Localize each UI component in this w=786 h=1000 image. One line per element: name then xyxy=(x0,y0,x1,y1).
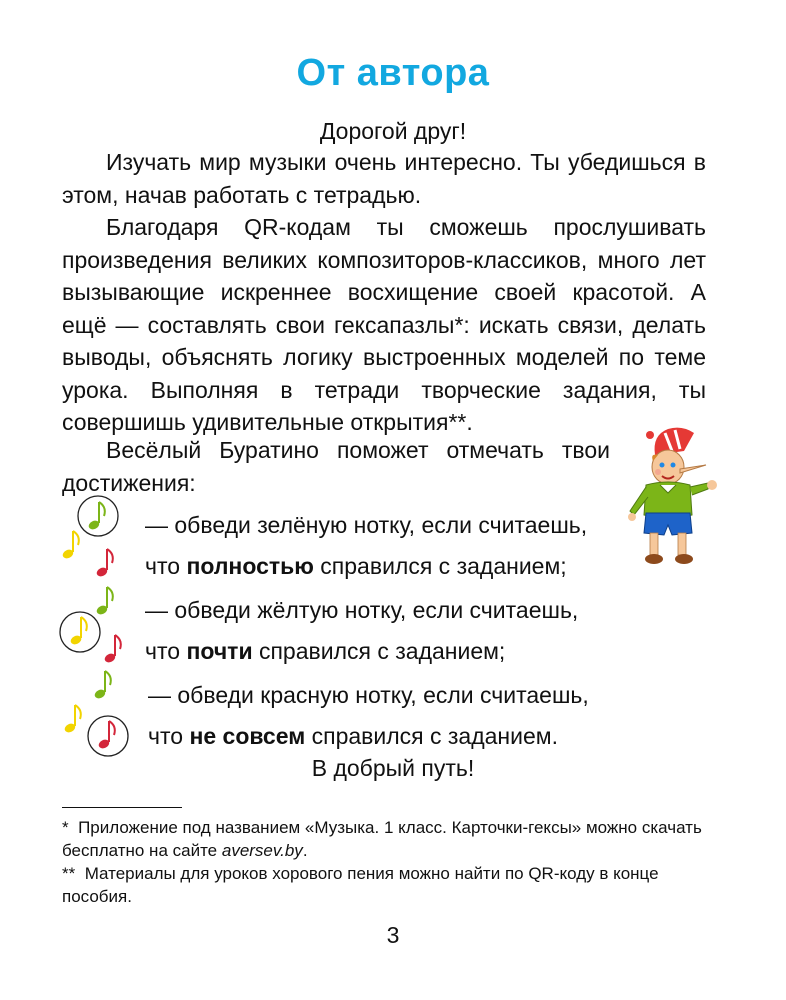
paragraph-1-text: Изучать мир музыки очень интересно. Ты убедишься в этом, начав работать с тетрадью. xyxy=(62,149,706,208)
red-note-icon xyxy=(97,721,114,750)
footnote-2 xyxy=(62,863,712,908)
notes-group-yellow xyxy=(58,580,128,670)
footnote-2-mark: ** xyxy=(62,864,76,883)
paragraph-3-line-2: достижения: xyxy=(62,469,196,496)
note-instruction-green xyxy=(145,505,587,587)
pinocchio-illustration xyxy=(620,425,720,570)
note-instruction-yellow xyxy=(145,590,578,672)
note-red-line-2 xyxy=(148,716,589,757)
note-red-suffix: справился с заданием. xyxy=(305,723,558,749)
paragraph-3-line-1: Весёлый Буратино поможет отмечать твои xyxy=(106,437,610,463)
green-note-icon xyxy=(93,671,110,700)
paragraph-2-text: Благодаря QR-кодам ты сможешь прослушивать произведения великих композиторов-классиков, много лет вызывающие искреннее восхищение своей красотой. А ещё — составлять свои гексапазлы*: искать связи, делать выводы, объяснять логику выстроенных моделей по теме урока. Выполняя в тетради творческие задания, ты совершишь удивительные открытия**. xyxy=(62,214,706,435)
note-red-prefix: что xyxy=(148,723,190,749)
note-green-line-1: — обведи зелёную нотку, если считаешь, xyxy=(145,512,588,538)
greeting: Дорогой друг! xyxy=(319,118,467,144)
footnote-2-text: Материалы для уроков хорового пения можно найти по QR-коду в конце пособия. xyxy=(62,864,659,906)
note-yellow-line-1: — обведи жёлтую нотку, если считаешь, xyxy=(145,597,579,623)
footnote-1-site: aversev.by xyxy=(221,840,303,860)
paragraph-2 xyxy=(62,211,706,439)
note-green-suffix: справился с заданием; xyxy=(313,553,567,579)
yellow-note-icon xyxy=(63,705,80,734)
yellow-note-icon xyxy=(69,617,86,646)
note-yellow-bold: почти xyxy=(186,638,253,664)
note-yellow-line-2 xyxy=(145,631,578,672)
note-yellow-prefix: что xyxy=(145,638,187,664)
note-yellow-suffix: справился с заданием; xyxy=(252,638,506,664)
footnote-1-end: . xyxy=(302,840,308,860)
page-number: 3 xyxy=(386,922,400,948)
green-note-icon xyxy=(87,502,104,531)
notes-group-green xyxy=(58,492,128,584)
note-green-prefix: что xyxy=(145,553,187,579)
footnote-1 xyxy=(62,817,712,862)
note-green-line-2 xyxy=(145,546,587,587)
paragraph-1 xyxy=(62,146,706,211)
footnote-divider xyxy=(62,807,182,808)
red-note-icon xyxy=(95,549,112,578)
red-note-icon xyxy=(103,635,120,664)
notes-group-red xyxy=(58,666,132,760)
page-title: От автора xyxy=(296,52,490,94)
footnote-1-text: Приложение под названием «Музыка. 1 класс. Карточки-гексы» можно скачать бесплатно на сайте xyxy=(62,818,702,860)
note-red-bold: не совсем xyxy=(189,723,306,749)
yellow-note-icon xyxy=(61,531,78,560)
note-red-line-1: — обведи красную нотку, если считаешь, xyxy=(148,682,589,708)
paragraph-3 xyxy=(62,434,610,499)
footnote-1-mark: * xyxy=(62,818,69,837)
green-note-icon xyxy=(95,587,112,616)
note-instruction-red xyxy=(148,675,589,757)
farewell: В добрый путь! xyxy=(311,755,475,781)
note-green-bold: полностью xyxy=(186,553,314,579)
